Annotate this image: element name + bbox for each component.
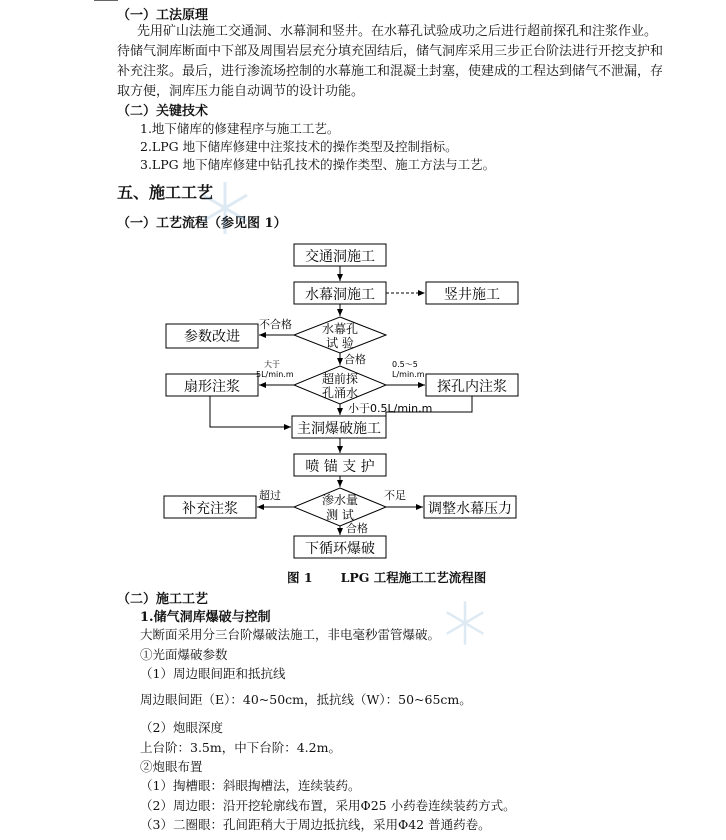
body-line-7: ②炮眼布置 [140,759,203,774]
body-line-3: （1）周边眼间距和抵抗线 [140,666,286,681]
flow-edge-label-mid-1: 0.5～5 [392,360,418,369]
flow-decision2-line1: 超前探 [321,372,359,386]
body-line-5: （2）炮眼深度 [140,720,223,735]
flow-decision1-line2: 试 验 [326,336,354,350]
figure-number: 图 1 [287,570,313,585]
section-title-key-tech: （二）关键技术 [117,104,209,119]
key-tech-item-2: 2.LPG 地下储库修建中注浆技术的操作类型及控制指标。 [140,139,458,154]
body-line-10: （3）二圈眼：孔间距稍大于周边抵抗线，采用Φ42 普通药卷。 [140,817,491,832]
section-title-principle: （一）工法原理 [117,8,209,23]
flow-label-shaft: 竖井施工 [444,287,500,303]
flow-edge-label-pass2: 合格 [346,522,368,535]
flow-edge-label-mid-2: L/min.m [392,370,425,379]
body-line-2: ①光面爆破参数 [140,647,228,662]
flow-edge-label-big-1: 大于 [264,360,280,369]
flow-label-anchor: 喷 锚 支 护 [305,459,375,475]
flow-decision3-line1: 渗水量 [321,493,359,507]
key-tech-item-1: 1.地下储库的修建程序与施工工艺。 [140,121,340,136]
blasting-control-title: 1.储气洞库爆破与控制 [140,610,271,625]
flow-label-supplementary: 补充注浆 [182,501,238,517]
flow-label-probe: 探孔内注浆 [437,379,507,395]
flow-label-fan: 扇形注浆 [184,379,240,395]
principle-line-2: 待储气洞库断面中下部及周围岩层充分填充固结后，储气洞库采用三步正台阶法进行开挖支护和 [117,44,664,59]
flow-decision1-line1: 水幕孔 [321,322,359,336]
construction-process-title: （二）施工工艺 [117,592,209,607]
flow-decision2-line2: 孔涌水 [321,386,359,400]
principle-line-3: 补充注浆。最后，进行渗流场控制的水幕施工和混凝土封塞，使建成的工程达到储气不泄漏，存 [117,64,664,79]
flow-edge-label-small: 小于0.5L/min.m [348,402,433,415]
body-line-4: 周边眼间距（E）：40~50cm，抵抗线（W）：50~65cm。 [140,692,472,707]
flow-edge-label-big-2: 5L/min.m [256,370,294,379]
figure-caption-text: LPG 工程施工工艺流程图 [340,570,487,585]
chapter-title: 五、施工工艺 [117,183,214,202]
flow-edge-label-pass1: 合格 [344,353,366,366]
flow-label-main-blast: 主洞爆破施工 [297,421,381,437]
flow-label-adjust: 调整水幕压力 [428,501,512,517]
flow-label-lower-cycle: 下循环爆破 [305,541,375,557]
flow-edge-label-over: 超过 [259,489,281,502]
figure-caption [287,568,514,586]
body-line-6: 上台阶：3.5m，中下台阶：4.2m。 [140,740,341,755]
key-tech-item-3: 3.LPG 地下储库修建中钻孔技术的操作类型、施工方法与工艺。 [140,157,496,172]
flow-edge-label-short: 不足 [384,489,406,502]
principle-line-4: 取方便，洞库压力能自动调节的设计功能。 [117,84,365,99]
body-line-1: 大断面采用分三台阶爆破法施工，非电毫秒雷管爆破。 [140,627,441,642]
principle-line-1: 先用矿山法施工交通洞、水幕洞和竖井。在水幕孔试验成功之后进行超前探孔和注浆作业。 [137,24,658,39]
flow-label-params: 参数改进 [184,329,240,345]
body-line-9: （2）周边眼：沿开挖轮廓线布置，采用Φ25 小药卷连续装药方式。 [140,798,516,813]
flow-label-traffic: 交通洞施工 [305,249,375,265]
flow-label-water-curtain: 水幕洞施工 [305,287,375,303]
flow-edge-label-fail: 不合格 [259,318,292,331]
flow-decision3-line2: 测 试 [326,508,354,522]
body-line-8: （1）掏槽眼：斜眼掏槽法，连续装药。 [140,778,361,793]
process-flow-title: （一）工艺流程（参见图 1） [117,216,287,231]
